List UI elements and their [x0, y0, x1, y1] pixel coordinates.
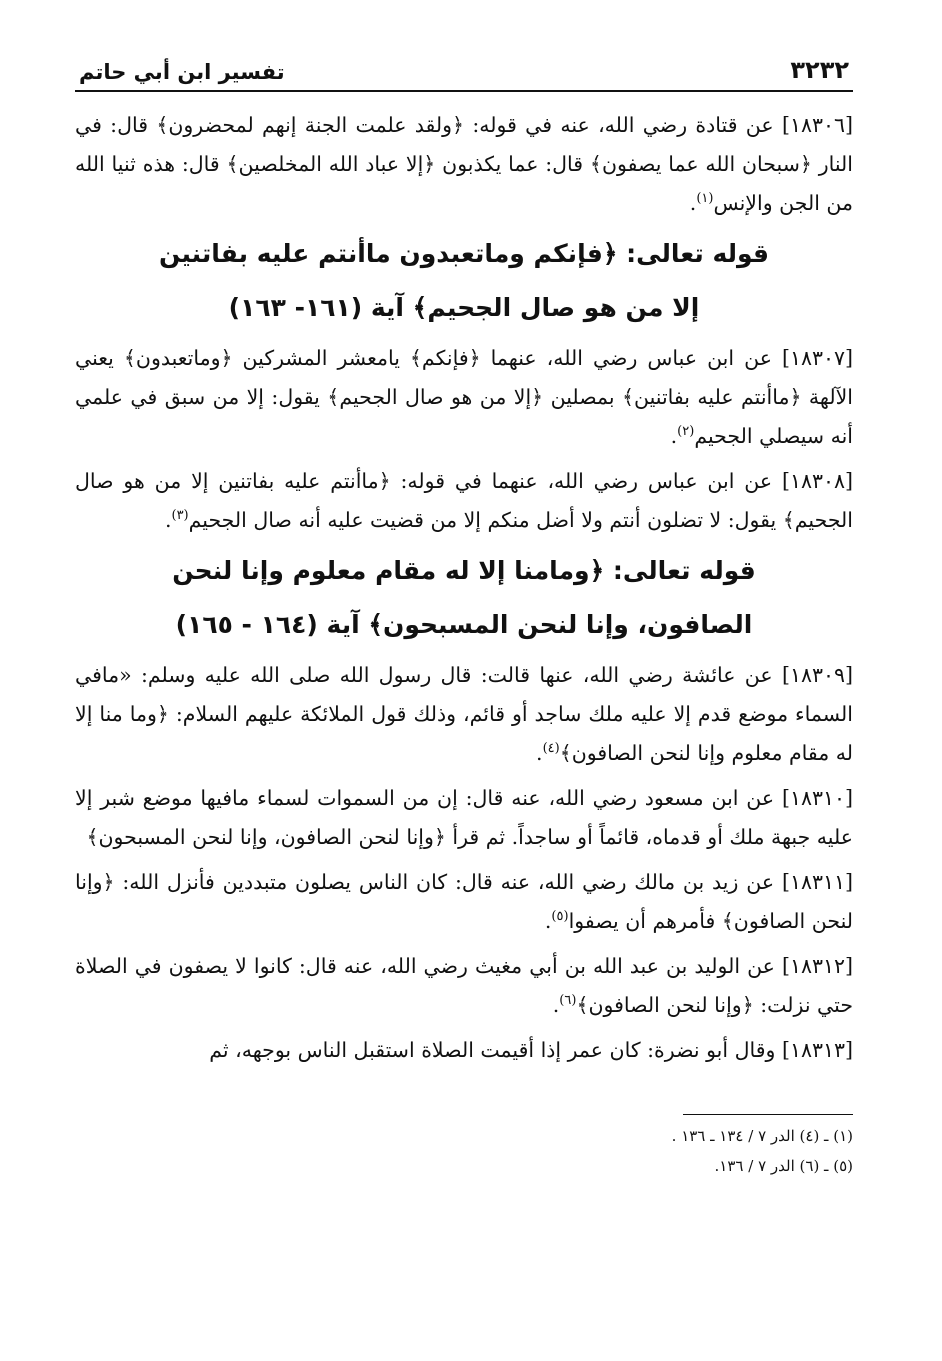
book-title: تفسير ابن أبي حاتم: [79, 60, 285, 84]
page-number: ٣٢٣٢: [790, 56, 849, 84]
heading-line: قوله تعالى: ﴿ومامنا إلا له مقام معلوم وإنا لنحن: [172, 556, 756, 585]
entry-end: .: [164, 508, 172, 532]
document-page: [75, 38, 853, 1181]
entry-text: عن زيد بن مالك رضي الله، عنه قال: كان الناس يصلون متبددين فأنزل الله: ﴿وإنا لنحن الصافون﴾ فأمرهم أن يصفوا: [75, 870, 853, 933]
paragraph: [75, 339, 853, 456]
paragraph: [75, 106, 853, 223]
entry-number: [١٨٣١٣]: [781, 1038, 853, 1062]
section-heading: [75, 544, 853, 652]
entry-end: .: [536, 741, 543, 765]
footnote: (١) ـ (٤) الدر ٧ / ١٣٤ ـ ١٣٦ .: [671, 1127, 853, 1145]
entry-number: [١٨٣٠٦]: [781, 113, 853, 137]
section-heading: [75, 227, 853, 335]
entry-number: [١٨٣٠٧]: [781, 346, 853, 370]
footnote-divider: [683, 1114, 853, 1115]
footnote: (٥) ـ (٦) الدر ٧ / ١٣٦.: [714, 1157, 853, 1175]
entry-text: عن عائشة رضي الله، عنها قالت: قال رسول الله صلى الله عليه وسلم: «مافي السماء موضع قدم إلا عليه ملك ساجد أو قائم، وذلك قول الملائكة عليهم السلام: ﴿وما منا إلا له مقام معلوم وإنا لنحن الصافون﴾: [75, 663, 853, 765]
entry-text: عن ابن عباس رضي الله، عنهما في قوله: ﴿ماأنتم عليه بفاتنين إلا من هو صال الجحيم﴾ يقول: لا تضلون أنتم ولا أضل منكم إلا من قضيت عليه أنه صال الجحيم: [75, 469, 853, 532]
entry-text: عن ابن عباس رضي الله، عنهما ﴿فإنكم﴾ يامعشر المشركين ﴿وماتعبدون﴾ يعني الآلهة ﴿ماأنتم عليه بفاتنين﴾ بمصلين ﴿إلا من هو صال الجحيم﴾ يقول: إلا من سبق في علمي أنه سيصلي الجحيم: [75, 346, 853, 448]
entry-end: .: [689, 191, 697, 215]
paragraph: [75, 947, 853, 1025]
heading-line: قوله تعالى: ﴿فإنكم وماتعبدون ماأنتم عليه بفاتنين: [158, 239, 770, 268]
entry-text: عن قتادة رضي الله، عنه في قوله: ﴿ولقد علمت الجنة إنهم لمحضرون﴾ قال: في النار ﴿سبحان الله عما يصفون﴾ قال: عما يكذبون ﴿إلا عباد الله المخلصين﴾ قال: هذه ثنيا الله من الجن والإنس: [75, 113, 853, 215]
footnote-ref: (٢): [677, 424, 695, 440]
footnotes: [75, 1121, 853, 1181]
paragraph: [75, 656, 853, 773]
entry-number: [١٨٣١٠]: [781, 786, 853, 810]
running-header: [75, 38, 853, 92]
footnote-ref: (١): [696, 191, 714, 207]
entry-number: [١٨٣٠٨]: [781, 469, 853, 493]
heading-line: الصافون، وإنا لنحن المسبحون﴾ آية (١٦٤ - ١٦٥): [175, 610, 753, 639]
entry-end: .: [552, 993, 560, 1017]
entry-number: [١٨٣١٢]: [781, 954, 853, 978]
paragraph: [75, 779, 853, 857]
entry-number: [١٨٣١١]: [781, 870, 853, 894]
entry-text: عن الوليد بن عبد الله بن أبي مغيث رضي الله، عنه قال: كانوا لا يصفون في الصلاة حتي نزلت: ﴿وإنا لنحن الصافون﴾: [75, 954, 853, 1017]
heading-line: إلا من هو صال الجحيم﴾ آية (١٦١- ١٦٣): [228, 293, 700, 322]
paragraph: [75, 462, 853, 540]
paragraph: [75, 863, 853, 941]
entry-text: عن ابن مسعود رضي الله، عنه قال: إن من السموات لسماء مافيها موضع شبر إلا عليه جبهة ملك أو قدماه، قائماً أو ساجداً. ثم قرأ ﴿وإنا لنحن الصافون، وإنا لنحن المسبحون﴾: [75, 786, 853, 849]
entry-end: .: [544, 909, 552, 933]
footnote-ref: (٦): [559, 993, 577, 1009]
footnote-ref: (٣): [171, 508, 189, 524]
entry-end: .: [670, 424, 678, 448]
entry-number: [١٨٣٠٩]: [781, 663, 853, 687]
paragraph: [75, 1031, 853, 1070]
footnote-ref: (٥): [551, 909, 569, 925]
entry-text: وقال أبو نضرة: كان عمر إذا أقيمت الصلاة استقبل الناس بوجهه، ثم: [209, 1038, 782, 1062]
footnote-ref: (٤): [542, 741, 560, 757]
